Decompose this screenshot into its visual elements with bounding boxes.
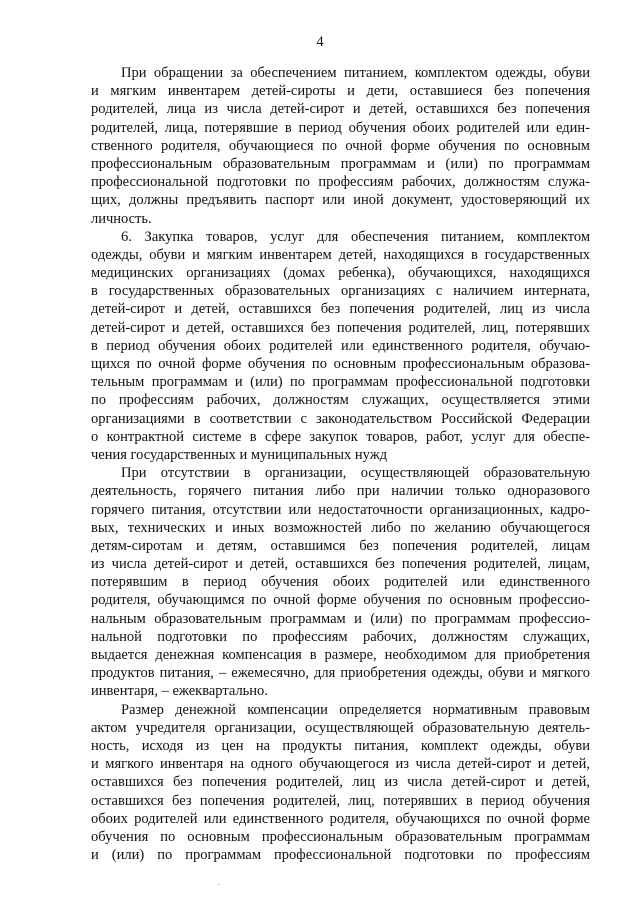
text-line: оставшихся без попечения родителей, лиц из числа детей-сирот и детей,: [91, 774, 590, 791]
text-line: по профессиям рабочих, должностям служащих, осуществляется этими: [91, 392, 590, 409]
text-line: родителя, обучающимся по очной форме обучения по основным профессио-: [91, 592, 590, 609]
text-line: детям-сиротам и детям, оставшимся без попечения родителей, лицам: [91, 537, 590, 554]
text-line: и (или) по программам профессиональной подготовки по профессиям: [91, 847, 590, 864]
text-line: При отсутствии в организации, осуществляющей образовательную: [121, 465, 590, 482]
text-line: детей-сирот и детей, оставшихся без попечения родителей, лиц из числа: [91, 301, 590, 318]
text-line: вых, технических и иных возможностей либо по желанию обучающегося: [91, 519, 590, 536]
paragraph: [91, 464, 590, 700]
document-body: [91, 64, 590, 864]
text-line: горячего питания, отсутствии или недостаточности организационных, кадро-: [91, 501, 590, 518]
text-line: инвентаря, – ежеквартально.: [91, 683, 268, 700]
text-line: и мягкого инвентаря на одного обучающегося из числа детей-сирот и детей,: [91, 756, 590, 773]
text-line: одежды, обуви и мягким инвентарем детей, находящихся в государственных: [91, 246, 590, 263]
text-line: нальным образовательным программам и (или) по программам профессио-: [91, 610, 590, 627]
text-line: продуктов питания, – ежемесячно, для приобретения одежды, обуви и мягкого: [91, 665, 590, 682]
text-line: и мягким инвентарем детей-сироты и дети, оставшиеся без попечения: [91, 83, 590, 100]
text-line: ственного родителя, обучающиеся по очной форме обучения по основным: [91, 137, 590, 154]
scan-artifact: [218, 884, 220, 885]
text-line: ность, исходя из цен на продукты питания, комплект одежды, обуви: [91, 737, 590, 754]
text-line: детей-сирот и детей, оставшихся без попечения родителей, лиц, потерявших: [91, 319, 590, 336]
text-line: из числа детей-сирот и детей, оставшихся без попечения родителей, лицам,: [91, 556, 590, 573]
text-line: 6. Закупка товаров, услуг для обеспечения питанием, комплектом: [121, 228, 590, 245]
text-line: организациями в соответствии с законодательством Российской Федерации: [91, 410, 590, 427]
text-line: щихся по очной форме обучения по основным профессиональным образова-: [91, 356, 590, 372]
text-line: оставшихся без попечения родителей, лиц, потерявших в период обучения: [91, 792, 590, 809]
paragraph: [91, 228, 590, 464]
text-line: в период обучения обоих родителей или единственного родителя, обучаю-: [91, 337, 590, 354]
text-line: профессиональной подготовки по профессиям рабочих, должностям служа-: [91, 174, 590, 191]
text-line: деятельность, горячего питания либо при наличии только одноразового: [91, 483, 590, 500]
text-line: профессиональным образовательным программам и (или) по программам: [91, 155, 590, 172]
text-line: родителей, лица, потерявшие в период обучения обоих родителей или един-: [91, 119, 590, 136]
text-line: актом учредителя организации, осуществляющей образовательную деятель-: [91, 719, 590, 736]
text-line: При обращении за обеспечением питанием, комплектом одежды, обуви: [121, 65, 590, 81]
text-line: родителей, лица из числа детей-сирот и детей, оставшихся без попечения: [91, 101, 590, 118]
text-line: в государственных образовательных организациях с наличием интерната,: [91, 283, 590, 300]
text-line: нальной подготовки по профессиям рабочих, должностям служащих,: [91, 628, 590, 645]
text-line: Размер денежной компенсации определяется нормативным правовым: [121, 701, 590, 718]
text-line: выдается денежная компенсация в размере, необходимом для приобретения: [91, 647, 590, 663]
text-line: медицинских организациях (домах ребенка), обучающихся, находящихся: [91, 265, 590, 282]
text-line: потерявшим в период обучения обоих родителей или единственного: [91, 574, 590, 591]
text-line: обоих родителей или единственного родителя, обучающихся по очной форме: [91, 810, 590, 827]
text-line: о контрактной системе в сфере закупок товаров, работ, услуг для обеспе-: [91, 428, 590, 445]
text-line: личность.: [91, 210, 152, 227]
text-line: тельным программам и (или) по программам профессиональной подготовки: [91, 374, 590, 391]
paragraph: [91, 701, 590, 865]
text-line: щих, должны предъявить паспорт или иной документ, удостоверяющий их: [91, 192, 590, 209]
text-line: чения государственных и муниципальных нужд: [91, 446, 388, 463]
page-number: 4: [316, 34, 324, 50]
paragraph: [91, 64, 590, 228]
text-line: обучения по основным профессиональным образовательным программам: [91, 828, 590, 845]
